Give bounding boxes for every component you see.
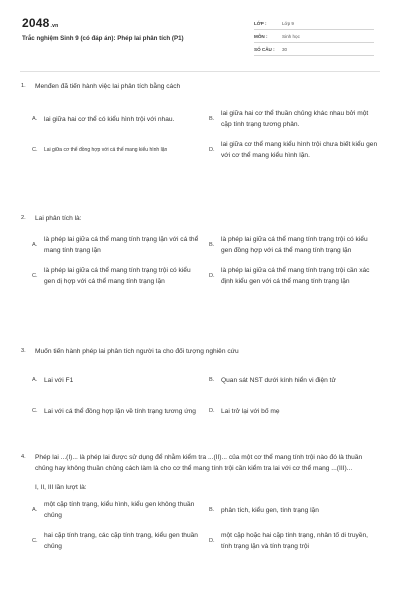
meta-value: 30 (282, 46, 288, 52)
option-letter: B. (209, 241, 215, 248)
question-stem (20, 452, 380, 474)
option-text: một cặp hoặc hai cặp tính trạng, nhân tố di truyền, tính trạng lặn và tính trạng trội (221, 532, 368, 550)
option-d[interactable] (209, 530, 379, 552)
options-grid (32, 369, 380, 422)
question-stem (20, 346, 380, 357)
option-letter: B. (209, 376, 215, 383)
question-text: Menđen đã tiến hành việc lai phân tích bằng cách (35, 83, 181, 90)
meta-row-class (254, 17, 374, 30)
option-text: Quan sát NST dưới kính hiển vi điện tử (221, 376, 336, 384)
question-number: 2. (21, 215, 26, 221)
meta-row-count (254, 43, 374, 56)
option-text: phân tích, kiểu gen, tính trạng lặn (221, 506, 319, 514)
option-a[interactable] (32, 234, 202, 256)
options-grid (32, 234, 380, 287)
option-d[interactable] (209, 265, 379, 287)
meta-table (254, 17, 374, 56)
option-letter: A. (32, 115, 38, 122)
question-number: 3. (21, 348, 26, 354)
question-subprompt: I, II, III lần lượt là: (35, 484, 87, 491)
option-a[interactable] (32, 499, 202, 521)
option-letter: B. (209, 506, 215, 513)
option-text: là phép lai giữa cá thể mang tính trạng trội có kiểu gen đồng hợp với cá thể mang tính trạng lặn (221, 236, 368, 254)
meta-value: Lớp 9 (282, 20, 294, 26)
option-text: lai giữa hai cơ thể có kiểu hình trội với nhau. (44, 115, 175, 123)
option-c[interactable] (32, 265, 202, 287)
options-grid (32, 108, 380, 161)
question-number: 1. (21, 83, 26, 89)
question-1 (20, 81, 380, 161)
option-a[interactable] (32, 369, 202, 391)
option-text: là phép lai giữa cá thể mang tính trạng lặn với cá thể mang tính trạng lặn (44, 236, 199, 254)
question-text: Lai phân tích là: (35, 215, 82, 222)
question-text: Phép lai ...(I)... là phép lai được sử dụng để nhằm kiểm tra ...(II)... của một cơ thể mang tính trội nào đó là thuần chủng hay không thuần chủng cách làm là cho cơ thể mang tính trội cần kiểm tra lai với cơ thể mang ...(III)... (35, 454, 363, 472)
meta-value: Sinh học (282, 33, 300, 39)
option-text: Lai với F1 (44, 376, 74, 384)
page-header (0, 0, 400, 66)
meta-label: SỐ CÂU : (254, 46, 275, 52)
option-letter: A. (32, 506, 38, 513)
option-c[interactable] (32, 530, 202, 552)
question-number: 4. (21, 454, 26, 460)
option-text: là phép lai giữa cá thể mang tính trạng trội có kiểu gen dị hợp với cá thể mang tính trạng lặn (44, 267, 191, 285)
question-stem (20, 81, 380, 92)
option-text: lai giữa cơ thể mang kiểu hình trội chưa biết kiểu gen với cơ thể mang kiểu hình lặn. (221, 141, 378, 159)
option-text: một cặp tính trạng, kiểu hình, kiểu gen không thuần chủng (44, 501, 195, 519)
option-d[interactable] (209, 139, 379, 161)
option-a[interactable] (32, 108, 202, 130)
option-letter: D. (209, 407, 215, 414)
option-d[interactable] (209, 400, 379, 422)
question-4 (20, 452, 380, 552)
option-c[interactable] (32, 400, 202, 422)
option-b[interactable] (209, 108, 379, 130)
option-text: là phép lai giữa cá thể mang tính trạng trội cần xác định kiểu gen với cá thể mang tính trạng lặn (221, 267, 370, 285)
option-letter: C. (32, 537, 38, 544)
logo-suffix-text: .vn (50, 23, 59, 29)
meta-label: LỚP : (254, 20, 267, 26)
option-letter: D. (209, 537, 215, 544)
question-stem (20, 213, 380, 224)
option-letter: A. (32, 376, 38, 383)
meta-label: MÔN : (254, 33, 268, 39)
option-b[interactable] (209, 369, 379, 391)
option-letter: D. (209, 146, 215, 153)
option-letter: C. (32, 272, 38, 279)
option-letter: A. (32, 241, 38, 248)
question-text: Muốn tiến hành phép lai phân tích người ta cho đối tượng nghiên cứu (35, 348, 239, 355)
meta-row-subject (254, 30, 374, 43)
option-text: Lai với cá thể đồng hợp lặn về tính trạng tương ứng (44, 407, 196, 415)
header-divider (20, 71, 380, 72)
option-letter: C. (32, 407, 38, 414)
option-text: lai giữa hai cơ thể thuần chủng khác nhau bởi một cặp tính trạng tương phản. (221, 110, 369, 128)
logo-main-text: 2048 (22, 16, 50, 30)
site-logo[interactable] (22, 16, 58, 30)
option-c[interactable] (32, 139, 202, 161)
option-letter: D. (209, 272, 215, 279)
option-b[interactable] (209, 234, 379, 256)
option-text: Lai giữa cơ thể đồng hợp với cá thể mang kiểu hình lặn (44, 146, 168, 153)
question-3 (20, 346, 380, 422)
option-text: Lai trở lại với bố mẹ (221, 407, 280, 415)
question-2 (20, 213, 380, 287)
option-text: hai cặp tính trạng, các cặp tính trạng, kiểu gen thuần chủng (44, 532, 198, 550)
option-letter: B. (209, 115, 215, 122)
option-letter: C. (32, 146, 38, 153)
page-title: Trắc nghiệm Sinh 9 (có đáp án): Phép lai phân tích (P1) (22, 35, 184, 42)
options-grid (32, 499, 380, 552)
option-b[interactable] (209, 499, 379, 521)
